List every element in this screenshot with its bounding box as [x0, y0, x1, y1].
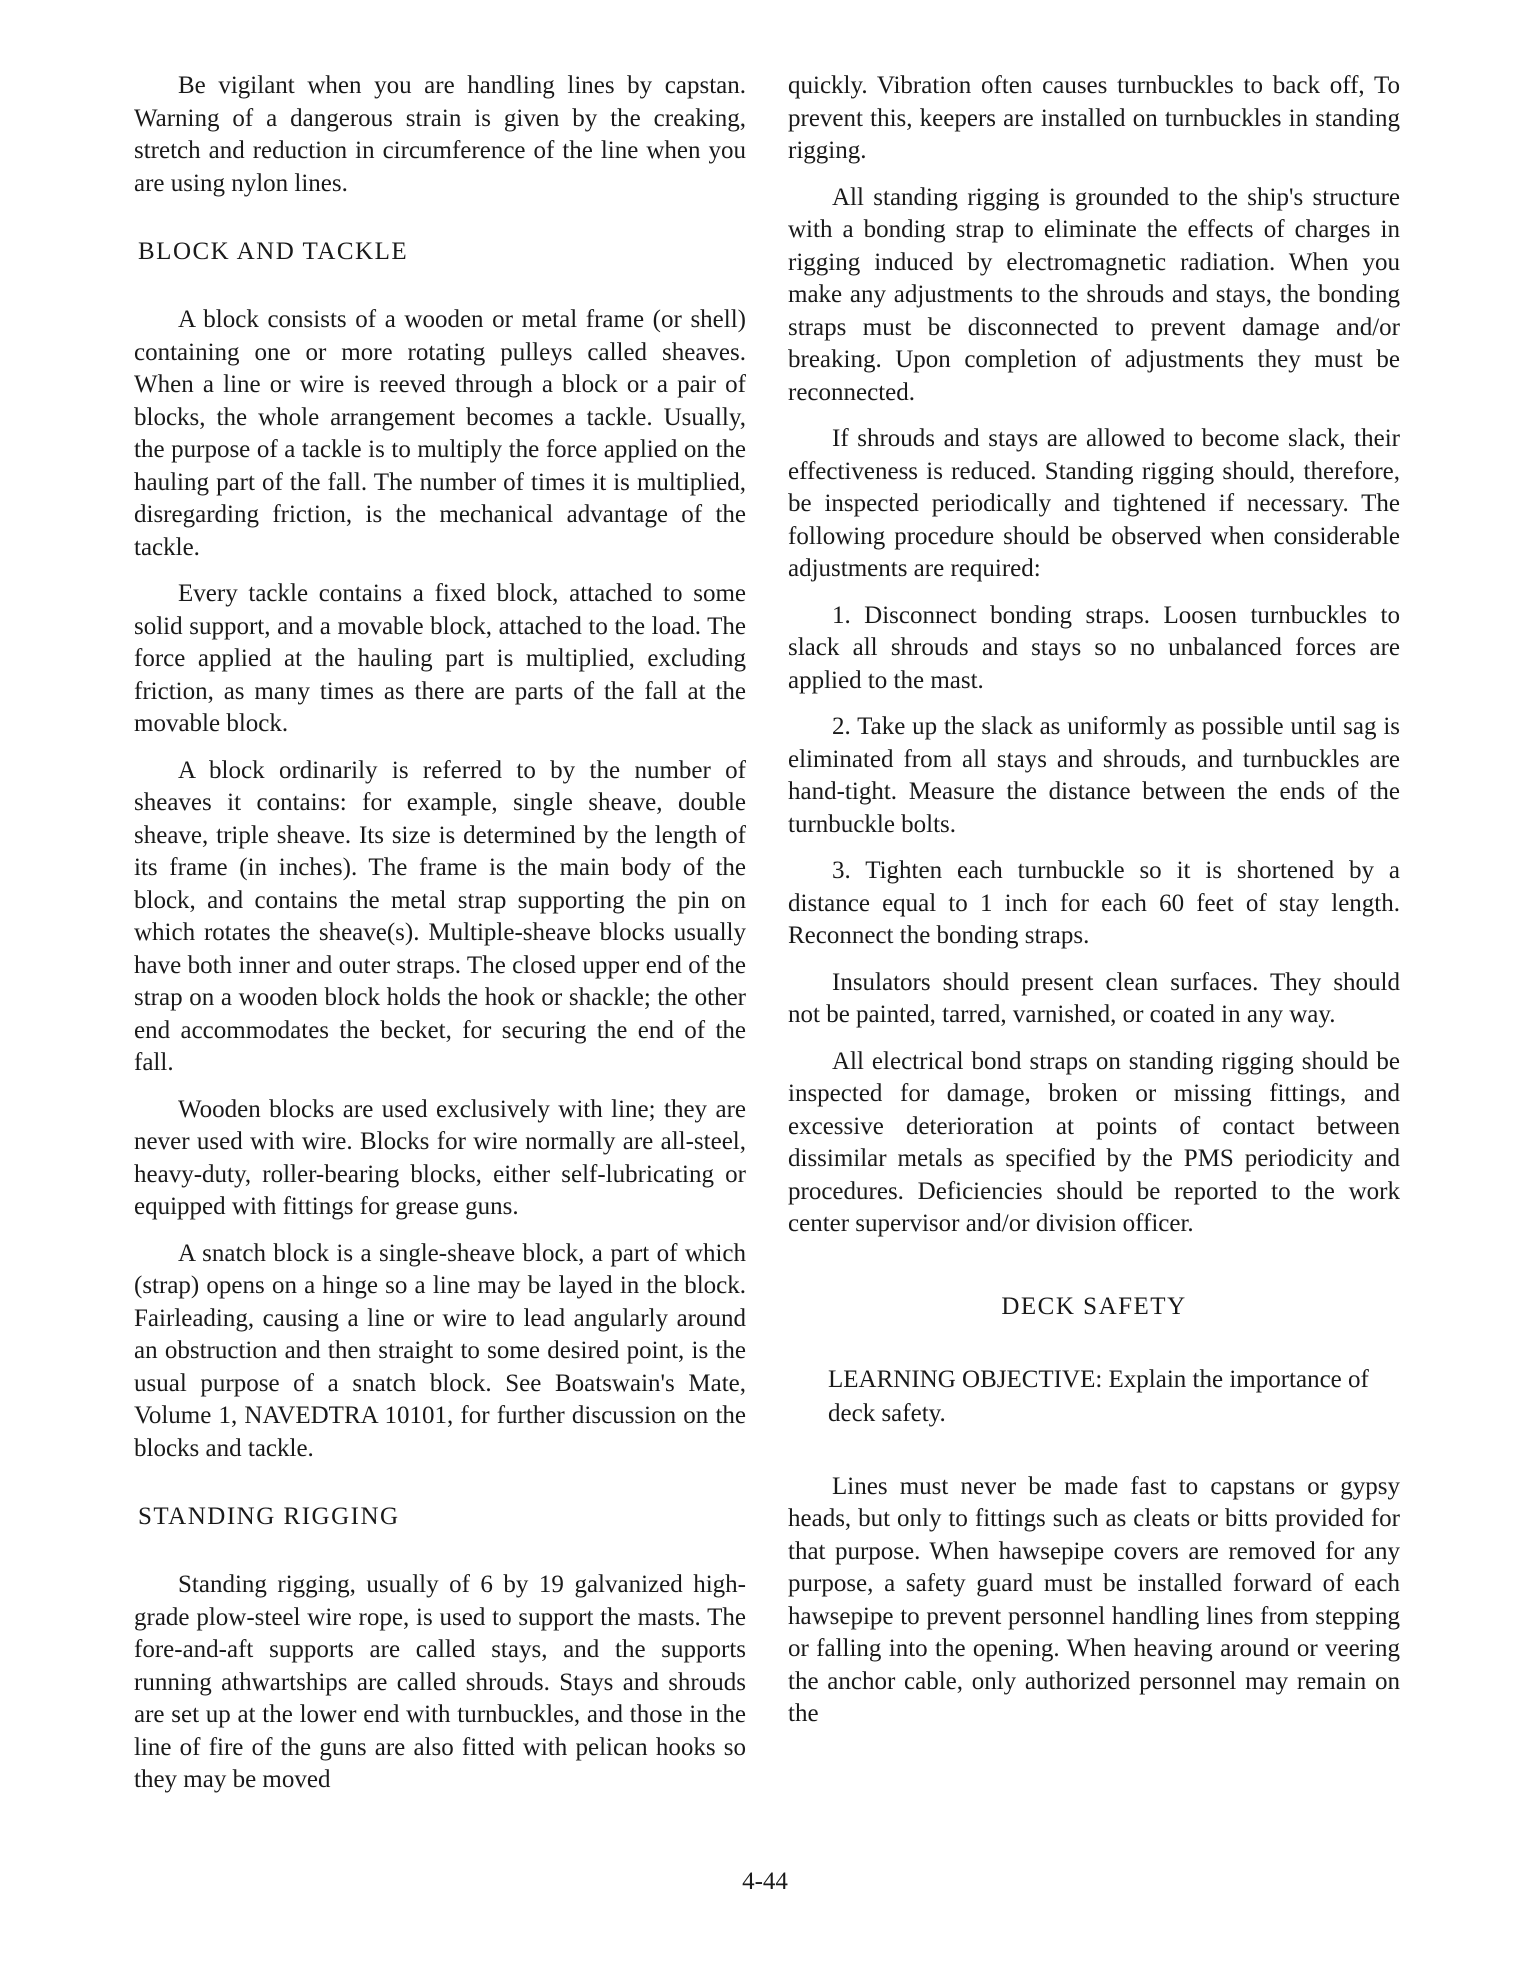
paragraph-block-definition: A block consists of a wooden or metal frame (or shell) containing one or more rotating pulleys called sheaves. When a line or wire is reeved through a block or a pair of blocks, the whole arrangement becomes a tackle. Usually, the purpose of a tackle is to multiply the force applied on the hauling part of the fall. The number of times it is multiplied, disregarding friction, is the mechanical advantage of the tackle. [134, 306, 746, 561]
paragraph-bond-straps: All electrical bond straps on standing rigging should be inspected for damage, broken or missing fittings, and excessive deterioration at points of contact between dissimilar metals as specified by the PMS periodicity and procedures. Deficiencies should be reported to the work center supervisor and/or division officer. [788, 1047, 1400, 1237]
paragraph-standing-rigging: Standing rigging, usually of 6 by 19 galvanized high-grade plow-steel wire rope, is used to support the masts. The fore-and-aft supports are called stays, and the supports running athwartships are called shrouds. Stays and shrouds are set up at the lower end with turnbuckles, and those in the line of fire of the guns are also fitted with pelican hooks so they may be moved [134, 1571, 746, 1793]
paragraph-lines-capstans: Lines must never be made fast to capstans or gypsy heads, but only to fittings such as cleats or bitts provided for that purpose. When hawsepipe covers are removed for any purpose, a safety guard must be installed forward of each hawsepipe to prevent personnel handling lines from stepping or falling into the opening. When heaving around or veering the anchor cable, only authorized personnel may remain on the [788, 1472, 1400, 1727]
paragraph-capstan-warning: Be vigilant when you are handling lines by capstan. Warning of a dangerous strain is given by the creaking, stretch and reduction in circumference of the line when you are using nylon lines. [134, 72, 746, 197]
procedure-step-3: 3. Tighten each turnbuckle so it is shortened by a distance equal to 1 inch for each 60 feet of stay length. Reconnect the bonding straps. [788, 857, 1400, 949]
paragraph-slack: If shrouds and stays are allowed to become slack, their effectiveness is reduced. Standing rigging should, therefore, be inspected periodically and tightened if necessary. The following procedure should be observed when considerable adjustments are required: [788, 425, 1400, 582]
heading-standing-rigging: STANDING RIGGING [138, 1503, 400, 1530]
heading-deck-safety: DECK SAFETY [1001, 1292, 1187, 1320]
paragraph-grounding: All standing rigging is grounded to the ship's structure with a bonding strap to eliminate the effects of charges in rigging induced by electromagnetic radiation. When you make any adjustments to the shrouds and stays, the bonding straps must be disconnected to prevent damage and/or breaking. Upon completion of adjustments they must be reconnected. [788, 183, 1400, 406]
paragraph-continued: quickly. Vibration often causes turnbuckles to back off, To prevent this, keepers are installed on turnbuckles in standing rigging. [788, 72, 1400, 164]
heading-block-and-tackle: BLOCK AND TACKLE [138, 238, 409, 265]
right-column [788, 70, 1400, 1745]
paragraph-block-sheaves: A block ordinarily is referred to by the number of sheaves it contains: for example, single sheave, double sheave, triple sheave. Its size is determined by the length of its frame (in inches). The frame is the main body of the block, and contains the metal strap supporting the pin on which rotates the sheave(s). Multiple-sheave blocks usually have both inner and outer straps. The closed upper end of the strap on a wooden block holds the hook or shackle; the other end accommodates the becket, for securing the end of the fall. [134, 756, 746, 1076]
left-column [134, 70, 746, 1811]
learning-objective: LEARNING OBJECTIVE: Explain the importance of deck safety. [828, 1365, 1369, 1427]
paragraph-snatch-block: A snatch block is a single-sheave block, a part of which (strap) opens on a hinge so a line may be layed in the block. Fairleading, causing a line or wire to lead angularly around an obstruction and then straight to some desired point, is the usual purpose of a snatch block. See Boatswain's Mate, Volume 1, NAVEDTRA 10101, for further discussion on the blocks and tackle. [134, 1239, 746, 1462]
paragraph-wooden-blocks: Wooden blocks are used exclusively with line; they are never used with wire. Blocks for wire normally are all-steel, heavy-duty, roller-bearing blocks, either self-lubricating or equipped with fittings for grease guns. [134, 1095, 746, 1220]
procedure-step-1: 1. Disconnect bonding straps. Loosen turnbuckles to slack all shrouds and stays so no unbalanced forces are applied to the mast. [788, 601, 1400, 694]
paragraph-insulators: Insulators should present clean surfaces. They should not be painted, tarred, varnished, or coated in any way. [788, 968, 1400, 1028]
procedure-step-2: 2. Take up the slack as uniformly as possible until sag is eliminated from all stays and shrouds, and turnbuckles are hand-tight. Measure the distance between the ends of the turnbuckle bolts. [788, 713, 1400, 838]
page-number: 4-44 [742, 1868, 788, 1895]
paragraph-every-tackle: Every tackle contains a fixed block, attached to some solid support, and a movable block, attached to the load. The force applied at the hauling part is multiplied, excluding friction, as many times as there are parts of the fall at the movable block. [134, 580, 746, 737]
